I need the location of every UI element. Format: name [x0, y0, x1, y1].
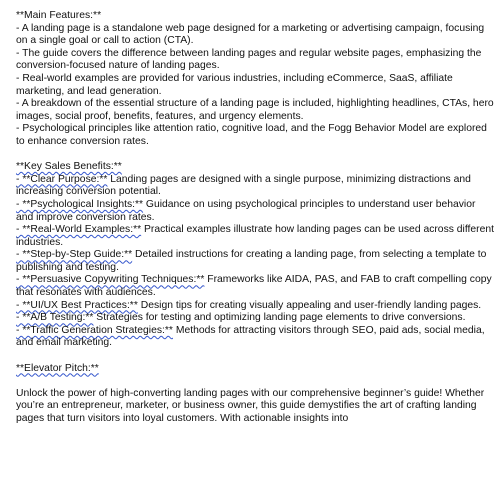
- benefit-item-text: Methods for attracting visitors through SEO, paid ads, social media, and email marketing.: [16, 324, 485, 349]
- benefit-item-text: Landing pages are designed with a single purpose, minimizing distractions and increasing conversion potential.: [16, 173, 471, 198]
- benefit-item: [16, 274, 494, 299]
- elevator-pitch-heading-text: **Elevator Pitch:**: [16, 362, 99, 374]
- main-features-list: [16, 23, 494, 149]
- elevator-pitch-text: Unlock the power of high-converting landing pages with our comprehensive beginner’s guide! Whether you’re an entrepreneur, marketer, or business owner, this guide demystifies the art of crafting landing pages that turn visitors into loyal customers. With actionable insights into: [16, 387, 485, 424]
- paragraph-gap: [16, 149, 494, 162]
- paragraph-gap: [16, 375, 494, 388]
- feature-item: - A landing page is a standalone web page designed for a marketing or advertising campaign, focusing on a single goal or call to action (CTA).: [16, 22, 485, 47]
- benefit-item: [16, 224, 494, 249]
- feature-item: - Real-world examples are provided for various industries, including eCommerce, SaaS, affiliate marketing, and lead generation.: [16, 72, 453, 97]
- benefit-item: [16, 325, 494, 350]
- benefit-item: [16, 249, 494, 274]
- benefit-item-text: Strategies for testing and optimizing landing page elements to drive conversions.: [93, 312, 466, 324]
- benefit-item-text: Frameworks like AIDA, PAS, and FAB to craft compelling copy that resonates with audiences.: [16, 274, 492, 299]
- benefit-item-text: Practical examples illustrate how landing pages can be used across different industries.: [16, 224, 494, 248]
- benefit-item: [16, 199, 494, 224]
- benefit-item: [16, 312, 494, 325]
- feature-item: - A breakdown of the essential structure of a landing page is included, highlighting headlines, CTAs, hero images, social proof, benefits, features, and urgency elements.: [16, 98, 494, 122]
- benefit-item-title: - **Step-by-Step Guide:**: [16, 249, 133, 261]
- benefit-item: [16, 300, 494, 313]
- elevator-pitch-heading: [16, 363, 494, 376]
- benefit-item-title: - **A/B Testing:**: [16, 312, 94, 324]
- benefit-item-text: Detailed instructions for creating a landing page, from selecting a template to publishing and testing.: [16, 249, 487, 273]
- paragraph-gap: [16, 350, 494, 363]
- benefit-item-text: Guidance on using psychological principles to understand user behavior and improve conversion rates.: [16, 198, 476, 223]
- key-sales-benefits-list: [16, 174, 494, 350]
- benefit-item-title: - **UI/UX Best Practices:**: [16, 299, 138, 311]
- benefit-item-title: - **Persuasive Copywriting Techniques:**: [16, 274, 205, 286]
- benefit-item-text: Design tips for creating visually appealing and user-friendly landing pages.: [137, 299, 482, 311]
- feature-item: - The guide covers the difference between landing pages and regular website pages, emphasizing the conversion-focused nature of landing pages.: [16, 47, 482, 72]
- benefit-item-title: - **Clear Purpose:**: [16, 173, 108, 185]
- benefit-item-title: - **Traffic Generation Strategies:**: [16, 324, 173, 336]
- key-sales-benefits-heading: [16, 161, 494, 174]
- benefit-item-title: - **Real-World Examples:**: [16, 224, 142, 236]
- feature-item: - Psychological principles like attention ratio, cognitive load, and the Fogg Behavior Model are explored to enhance conversion rates.: [16, 123, 487, 147]
- benefit-item: [16, 174, 494, 199]
- benefit-item-title: - **Psychological Insights:**: [16, 198, 144, 210]
- main-features-heading: **Main Features:**: [16, 10, 102, 21]
- key-sales-benefits-heading-text: **Key Sales Benefits:**: [16, 161, 122, 173]
